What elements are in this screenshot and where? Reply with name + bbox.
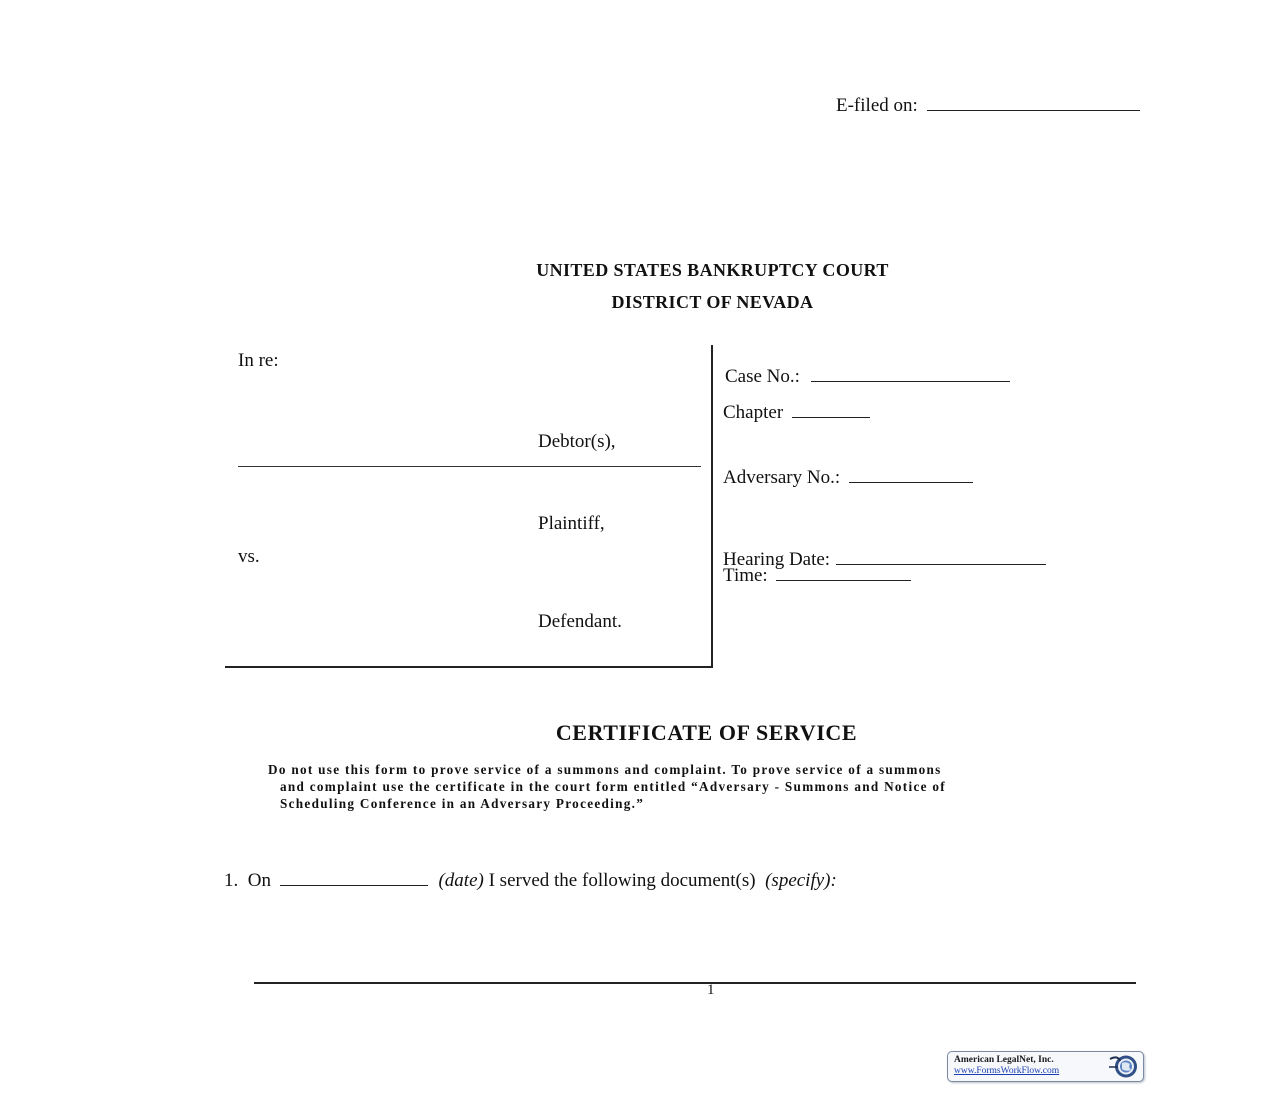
- chapter-row: [723, 402, 870, 424]
- page-number: 1: [707, 982, 715, 998]
- court-name: UNITED STATES BANKRUPTCY COURT: [536, 260, 889, 280]
- defendant-label: Defendant.: [538, 611, 622, 632]
- case-number-label: Case No.:: [725, 366, 800, 387]
- case-number-row: [725, 366, 1010, 388]
- date-label: (date): [438, 870, 484, 891]
- plaintiff-label: Plaintiff,: [538, 513, 605, 534]
- time-label: Time:: [723, 565, 768, 586]
- case-number-field[interactable]: [811, 381, 1010, 382]
- vs-label: vs.: [238, 546, 260, 567]
- item-number: 1.: [224, 870, 239, 891]
- time-field[interactable]: [776, 580, 911, 581]
- court-district: DISTRICT OF NEVADA: [611, 292, 814, 312]
- time-row: [723, 565, 911, 587]
- chapter-label: Chapter: [723, 402, 784, 423]
- vendor-name: American LegalNet, Inc.: [954, 1055, 1054, 1065]
- efiled-date-field[interactable]: [927, 110, 1140, 111]
- chapter-field[interactable]: [792, 417, 870, 418]
- adversary-number-field[interactable]: [849, 482, 973, 483]
- specify-label: (specify):: [765, 870, 837, 891]
- efiled-line: [836, 95, 1140, 117]
- vendor-link[interactable]: www.FormsWorkFlow.com: [954, 1066, 1060, 1076]
- usage-notice-line-2: and complaint use the certificate in the court form entitled “Adversary - Summons and Notice of: [280, 779, 946, 794]
- adversary-number-label: Adversary No.:: [723, 467, 841, 488]
- item-on-label: On: [247, 870, 271, 891]
- hearing-date-label: Hearing Date:: [723, 549, 831, 570]
- adversary-number-row: [723, 467, 973, 489]
- service-item-1: [224, 870, 837, 892]
- served-text: I served the following document(s): [488, 870, 756, 891]
- caption-vertical-divider: [711, 345, 713, 667]
- footer-rule: [254, 982, 1136, 984]
- usage-notice-line-1: Do not use this form to prove service of a summons and complaint. To prove service of a summons: [268, 762, 942, 777]
- service-date-field[interactable]: [280, 885, 428, 886]
- efiled-label: E-filed on:: [836, 95, 918, 116]
- usage-notice-line-3: Scheduling Conference in an Adversary Proceeding.”: [280, 796, 645, 811]
- caption-bottom-rule: [225, 666, 713, 668]
- debtor-label: Debtor(s),: [538, 431, 616, 452]
- usage-notice: [268, 761, 1148, 812]
- vendor-badge[interactable]: [947, 1051, 1144, 1082]
- debtor-name-line[interactable]: [238, 466, 701, 467]
- in-re-label: In re:: [238, 350, 279, 371]
- document-title: CERTIFICATE OF SERVICE: [555, 720, 858, 745]
- globe-logo-icon: [1106, 1053, 1140, 1080]
